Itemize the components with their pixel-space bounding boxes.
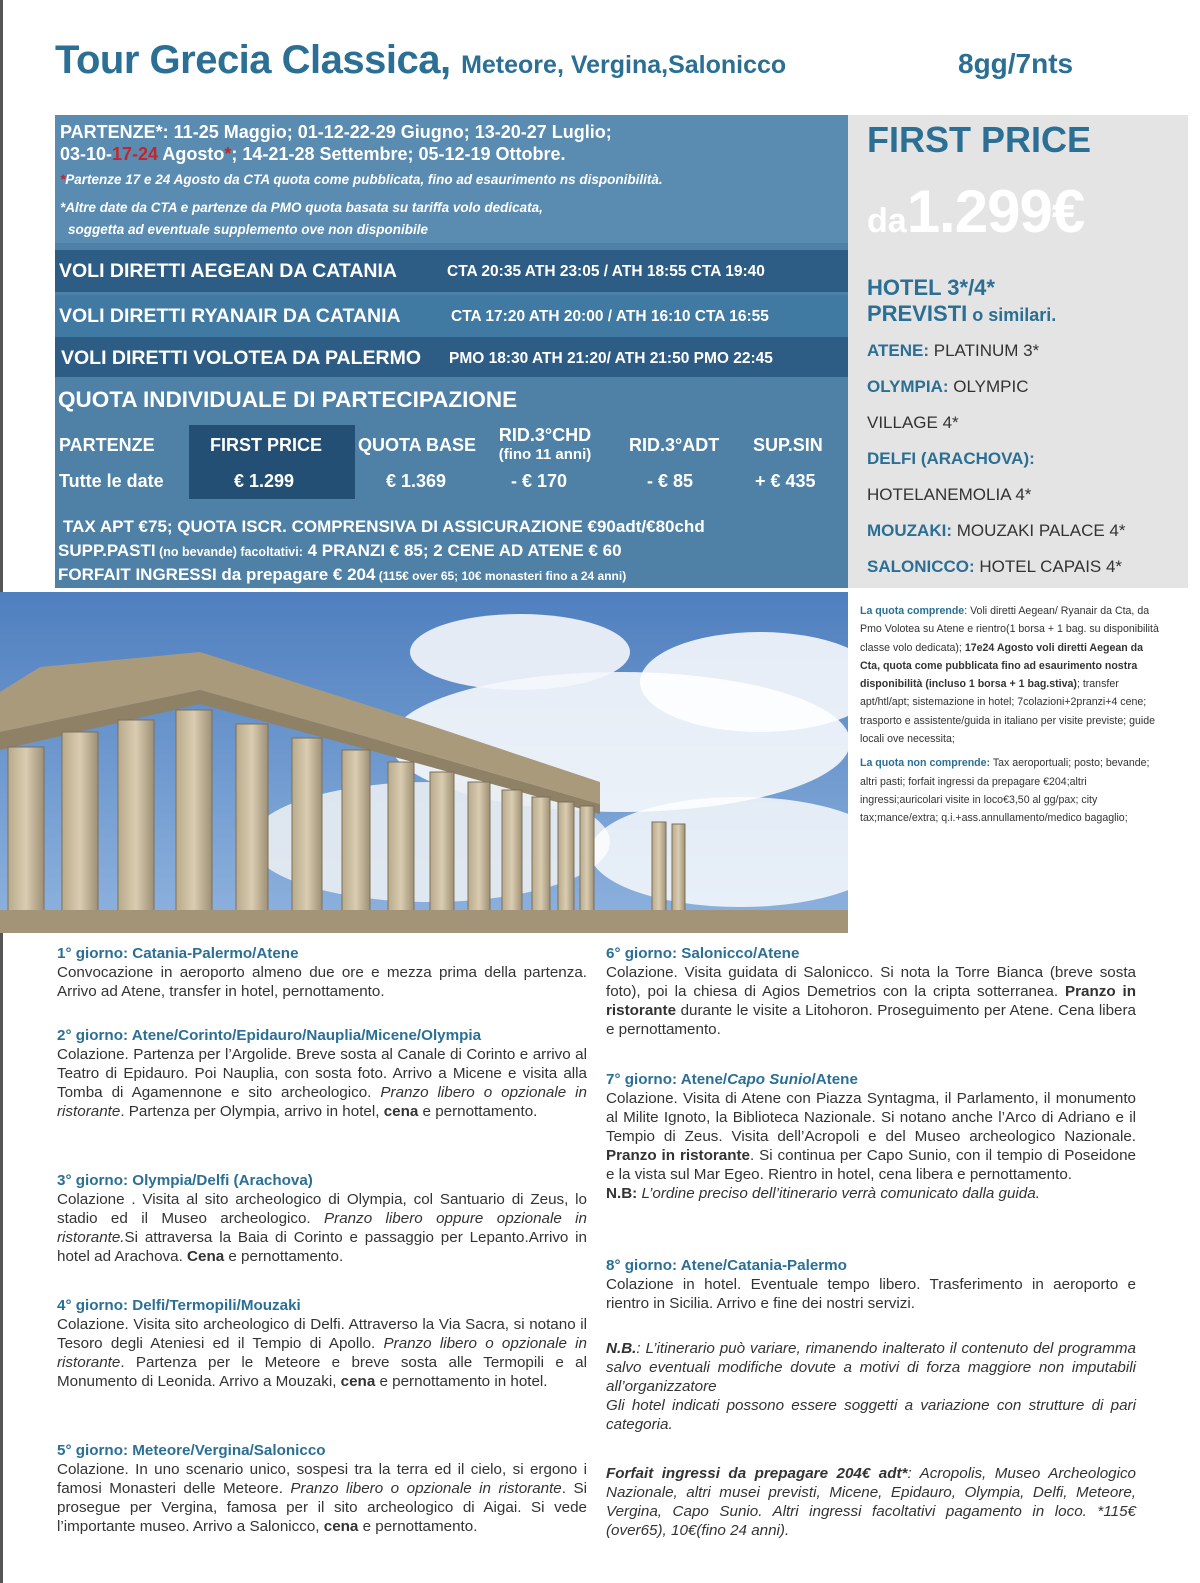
itinerary-day-6: 6° giorno: Salonicco/Atene Colazione. Visita guidata di Salonicco. Si nota la Torre Bianca (breve sosta foto), poi la chiesa di Agios Demetrios con la cripta sotterranea. Pranzo in ristorante durante le visite a Litohoron. Proseguimento per Atene. Cena libera e pernottamento.	[606, 945, 1136, 1038]
departures-dates	[60, 121, 612, 165]
col-rid-adt: RID.3°ADT	[629, 435, 720, 455]
value-rid-adt: - € 85	[647, 471, 694, 491]
col-first-price: FIRST PRICE	[210, 435, 323, 455]
itinerary-day-1: 1° giorno: Catania-Palermo/Atene Convocazione in aeroporto almeno due ore e mezza prima della partenza. Arrivo ad Atene, transfer in hotel, pernottamento.	[57, 945, 587, 1000]
departures-note-3: soggetta ad eventuale supplemento ove non disponibile	[68, 222, 429, 237]
col-rid-chd: RID.3°CHD (fino 11 anni)	[498, 425, 592, 463]
departures-line-2: 03-10-17-24 Agosto*; 14-21-28 Settembre; 05-12-19 Ottobre.	[60, 144, 566, 164]
departures-line-1: PARTENZE*: 11-25 Maggio; 01-12-22-29 Giugno; 13-20-27 Luglio;	[60, 122, 612, 142]
col-quota-base: QUOTA BASE	[358, 435, 477, 455]
hotel-delfi: DELFI (ARACHOVA):	[867, 449, 1035, 468]
price-panel	[848, 115, 1188, 588]
page-title	[55, 38, 1185, 98]
hotel-delfi-name: HOTELANEMOLIA 4*	[867, 485, 1032, 504]
value-quota-base: € 1.369	[386, 471, 447, 491]
not-includes-text: La quota non comprende: Tax aeroportuali; posto; bevande; altri pasti; forfait ingressi da prepagare €204;altri ingressi;auricolari visite in loco€3,50 al gg/pax; city tax;mance/extra; q.i.+ass.annullamento/medico bagaglio;	[860, 757, 1150, 825]
hotel-mouzaki: MOUZAKI: MOUZAKI PALACE 4*	[867, 521, 1126, 540]
final-nb-note: N.B.: L’itinerario può variare, rimanendo inalterato il contenuto del programma salvo eventuali modifiche dovute a motivi di forza maggiore non imputabili all’organizzatore Gli hotel indicati possono essere soggetti a variazione con strutture di pari categoria.	[606, 1340, 1136, 1433]
flight-aegean	[55, 250, 848, 292]
value-first-price: € 1.299	[234, 471, 295, 491]
flight-label: VOLI DIRETTI RYANAIR DA CATANIA	[59, 305, 401, 327]
forfait-line: FORFAIT INGRESSI da prepagare € 204 (115€ over 65; 10€ monasteri fino a 24 anni)	[58, 565, 627, 584]
hotel-salonicco: SALONICCO: HOTEL CAPAIS 4*	[867, 557, 1123, 576]
itinerary-day-3: 3° giorno: Olympia/Delfi (Arachova) Colazione . Visita al sito archeologico di Olympia, col Santuario di Zeus, lo stadio ed il Museo archeologico. Pranzo libero oppure opzionale in ristorante.Si attraversa la Baia di Corinto e passaggio per Lepanto.Arrivo in hotel ad Arachova. Cena e pernottamento.	[57, 1172, 587, 1265]
value-rid-chd: - € 170	[511, 471, 568, 491]
supp-pasti-line: SUPP.PASTI (no bevande) facoltativi: 4 PRANZI € 85; 2 CENE AD ATENE € 60	[58, 541, 622, 560]
flight-volotea	[55, 337, 848, 377]
value-sup-sin: + € 435	[755, 471, 816, 491]
hotel-atene: ATENE: PLATINUM 3*	[867, 341, 1040, 360]
first-price-amount: da1.299€	[867, 178, 1085, 245]
first-price-title: FIRST PRICE	[867, 119, 1092, 160]
forfait-note: Forfait ingressi da prepagare 204€ adt*: Acropolis, Museo Archeologico Nazionale, altri musei previsti, Micene, Epidauro, Olympia, Delfi, Meteore, Vergina, Capo Sunio. Altri ingressi facoltativi pagamento in loco. *115€(over65), 10€(fino 24 anni).	[606, 1465, 1136, 1539]
row-tutte-le-date: Tutte le date	[59, 471, 164, 491]
hotel-olympia: OLYMPIA: OLYMPIC	[867, 377, 1029, 396]
departures-note-2: *Altre date da CTA e partenze da PMO quota basata su tariffa volo dedicata,	[60, 200, 543, 215]
tour-subtitle: Meteore, Vergina,Salonicco	[461, 51, 787, 79]
itinerary-day-2: 2° giorno: Atene/Corinto/Epidauro/Nauplia/Micene/Olympia Colazione. Partenza per l’Argolide. Breve sosta al Canale di Corinto e arrivo al Teatro di Epidauro. Poi Nauplia, con sosta foto. Arrivo a Micene e visita alla Tomba di Agamennone e sito archeologico. Pranzo libero o opzionale in ristorante. Partenza per Olympia, arrivo in hotel, cena e pernottamento.	[57, 1027, 588, 1120]
offer-panel	[55, 115, 848, 588]
col-sup-sin: SUP.SIN	[753, 435, 823, 455]
departures-note-1: *Partenze 17 e 24 Agosto da CTA quota come pubblicata, fino ad esaurimento ns disponibilità.	[60, 172, 663, 187]
itinerary-day-4: 4° giorno: Delfi/Termopili/Mouzaki Colazione. Visita sito archeologico di Delfi. Attraverso la Via Sacra, si notano il Tesoro degli Ateniesi ed il Tempio di Apollo. Pranzo libero o opzionale in ristorante. Partenza per le Meteore e breve sosta alle Termopili e al Monumento di Leonida. Arrivo a Mouzaki, cena e pernottamento in hotel.	[57, 1297, 587, 1390]
quota-includes-notes	[860, 602, 1160, 828]
flight-label: VOLI DIRETTI AEGEAN DA CATANIA	[59, 260, 397, 282]
tour-duration: 8gg/7nts	[958, 48, 1074, 79]
tax-line: TAX APT €75; QUOTA ISCR. COMPRENSIVA DI ASSICURAZIONE €90adt/€80chd	[63, 517, 705, 536]
flight-label: VOLI DIRETTI VOLOTEA DA PALERMO	[61, 347, 422, 369]
tour-title: Tour Grecia Classica,	[55, 38, 451, 82]
flight-times: CTA 20:35 ATH 23:05 / ATH 18:55 CTA 19:40	[447, 263, 765, 280]
hotel-olympia-cont: VILLAGE 4*	[867, 413, 959, 432]
itinerary-day-8: 8° giorno: Atene/Catania-Palermo Colazione in hotel. Eventuale tempo libero. Trasferimento in aeroporto e rientro in Sicilia. Arrivo e fine dei nostri servizi.	[606, 1257, 1136, 1312]
departures-block	[55, 115, 848, 243]
quota-heading: QUOTA INDIVIDUALE DI PARTECIPAZIONE	[58, 387, 518, 412]
hotel-heading: HOTEL 3*/4* PREVISTI o similari.	[867, 275, 1057, 326]
col-partenze: PARTENZE	[59, 435, 155, 455]
flight-times: CTA 17:20 ATH 20:00 / ATH 16:10 CTA 16:55	[451, 308, 769, 325]
parthenon-photo	[0, 592, 848, 933]
itinerary-day-7: 7° giorno: Atene/Capo Sunio/Atene Colazione. Visita di Atene con Piazza Syntagma, il Parlamento, il monumento al Milite Ignoto, la Biblioteca Nazionale. Si notano anche l’Arco di Adriano e il Tempio di Zeus. Visita dell’Acropoli e del Museo archeologico Nazionale. Pranzo in ristorante. Si continua per Capo Sunio, con il tempio di Poseidone e la vista sul Mar Egeo. Rientro in hotel, cena libera e pernottamento. N.B: L’ordine preciso dell’itinerario verrà comunicato dalla guida.	[606, 1071, 1136, 1202]
flight-ryanair	[55, 295, 848, 337]
itinerary-day-5: 5° giorno: Meteore/Vergina/Salonicco Colazione. In uno scenario unico, sospesi tra la terra ed il cielo, si ergono i famosi Monasteri delle Meteore. Pranzo libero o opzionale in ristorante. Si prosegue per Vergina, famosa per il sito archeologico di Aigai. Si vede l’importante museo. Arrivo a Salonicco, cena e pernottamento.	[57, 1442, 587, 1535]
flight-times: PMO 18:30 ATH 21:20/ ATH 21:50 PMO 22:45	[449, 350, 773, 367]
includes-text: La quota comprende: Voli diretti Aegean/ Ryanair da Cta, da Pmo Volotea su Atene e rientro(1 borsa + 1 bag. su disponibilità classe volo dedicata); 17e24 Agosto voli diretti Aegean da Cta, quota come pubblicata fino ad esaurimento nostra disponibilità (incluso 1 borsa + 1 bag.stiva); transfer apt/htl/apt; sistemazione in hotel; 7colazioni+2pranzi+4 cene; trasporto e assistente/guida in italiano per visite previste; guide locali ove necessita;	[860, 605, 1159, 746]
